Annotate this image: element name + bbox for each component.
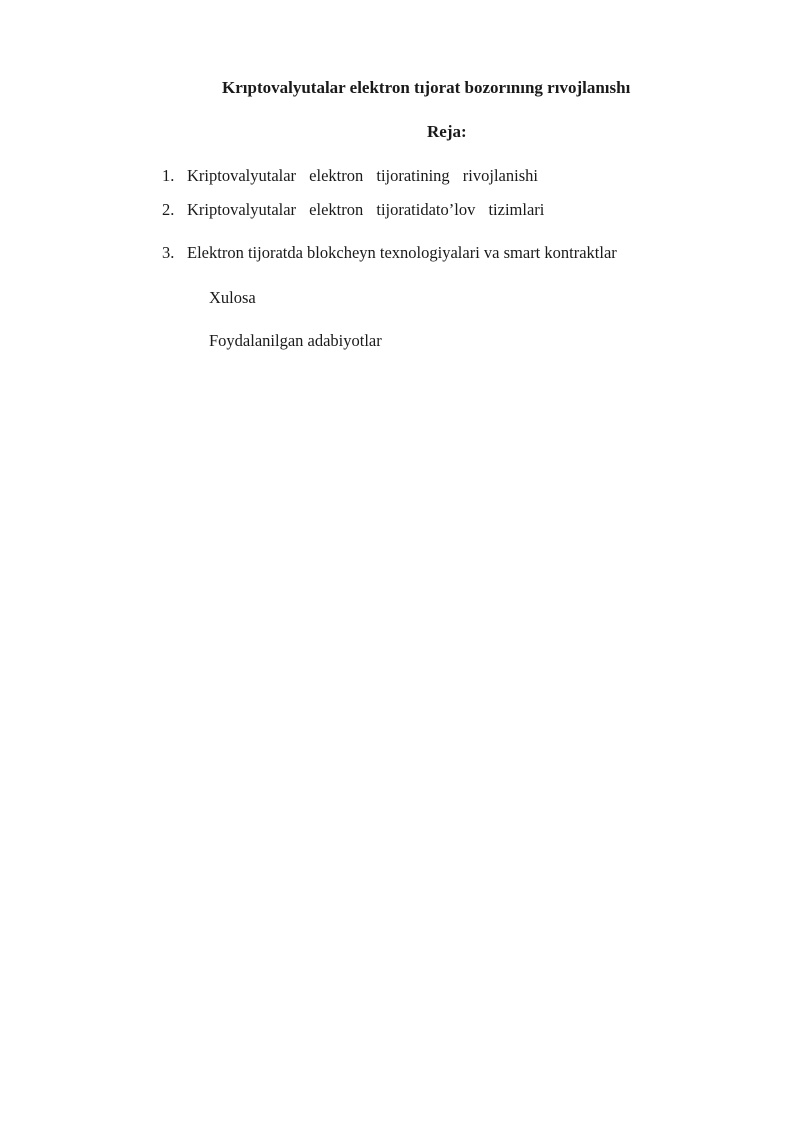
plan-heading: Reja: <box>427 122 467 141</box>
plan-item-number: 1. <box>162 166 175 185</box>
plan-item-text: Kriptovalyutalar elektron tijoratidato’lov tizimlari <box>187 200 545 219</box>
plan-item-text: Elektron tijoratda blokcheyn texnologiyalari va smart kontraktlar <box>187 243 617 262</box>
plan-item-number: 3. <box>162 243 175 262</box>
plan-item <box>162 200 544 220</box>
plan-item-text: Kriptovalyutalar elektron tijoratining rivojlanishi <box>187 166 538 185</box>
references-item: Foydalanilgan adabiyotlar <box>209 331 382 350</box>
plan-item <box>162 243 617 263</box>
plan-item-number: 2. <box>162 200 175 219</box>
plan-item <box>162 166 538 186</box>
document-title: Krıptovalyutalar elektron tıjorat bozorınıng rıvojlanıshı <box>222 78 631 97</box>
conclusion-item: Xulosa <box>209 288 256 307</box>
